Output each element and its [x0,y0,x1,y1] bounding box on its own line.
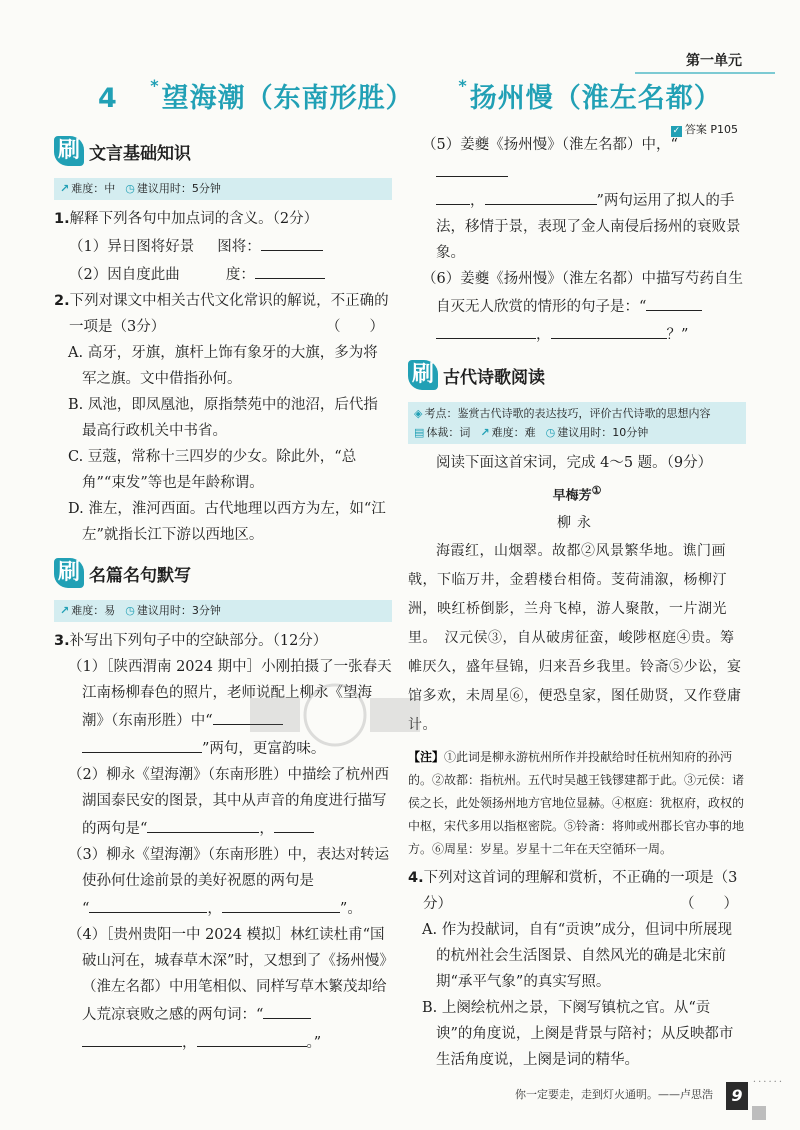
left-column [54,128,392,1056]
watermark-logo [230,680,440,750]
item-text: “ [82,901,90,917]
item-text: ， [259,821,274,837]
answer-blank[interactable] [646,292,702,311]
question-number: 2. [54,293,70,309]
item-text: （5）姜夔《扬州慢》（淮左名都）中，“ [422,137,678,153]
suggested-time: 建议用时：10分钟 [557,426,649,439]
info-bar [54,178,392,200]
item-label: 图将： [217,239,261,255]
header-rule [635,72,775,74]
answer-paren[interactable]: （ ） [326,319,384,335]
chart-icon: ↗ [480,426,490,439]
answer-blank[interactable] [485,186,597,205]
lesson-title [98,76,740,115]
answer-page: 答案 P105 [684,123,738,136]
item-text: （2）因自度此曲 [69,267,180,283]
answer-blank[interactable] [222,894,340,913]
question-3-4 [54,922,392,1056]
answer-blank[interactable] [274,814,314,833]
title-part2: 扬州慢（淮左名都） [469,83,722,114]
section-header-recitation [54,552,392,594]
question-number: 4. [408,870,424,887]
question-2-stem [54,288,392,340]
section-title: 名篇名句默写 [89,565,191,586]
answer-blank[interactable] [89,894,207,913]
option-a: A. 作为投献词，自有“贡谀”成分，但词中所展现的杭州社会生活图景、自然风光的确是北宋前期“承平气象”的真实写照。 [422,922,733,991]
question-1-stem [54,206,392,232]
difficulty: 难度：难 [491,426,536,439]
item-text: ”两句运用了拟人的手法，移情于景，表现了金人南侵后扬州的衰败景象。 [436,193,741,261]
page-dots: ······ [752,1077,784,1088]
difficulty: 难度：易 [71,604,116,617]
option-c: C. 豆蔻，常称十三四岁的少女。除此外，“总角”“束发”等也是年龄称谓。 [68,449,357,491]
page-number: 9 [726,1082,748,1110]
item-text: （2）柳永《望海潮》（东南形胜）中描绘了杭州西湖国泰民安的图景，其中从声音的角度进行描写的两句是“ [68,767,389,837]
reading-intro: 阅读下面这首宋词，完成 4～5 题。（9分） [436,455,713,471]
question-text: 补写出下列句子中的空缺部分。（12分） [69,633,328,649]
question-3-stem [54,628,392,654]
exam-point: 考点：鉴赏古代诗歌的表达技巧，评价古代诗歌的思想内容 [424,407,711,420]
section-title: 古代诗歌阅读 [443,367,545,388]
question-text: 解释下列各句中加点词的含义。（2分） [69,211,319,227]
check-icon: ✓ [672,126,681,136]
item-text: （4）［贵州贵阳一中 2024 模拟］林红读杜甫“国破山河在，城春草木深”时，又想到了《扬州慢》（淮左名都）中用笔相似、同样写草木繁茂却给人荒凉衰败之感的两句词：“ [68,927,387,1023]
brush-icon: 刷 [54,136,84,166]
answer-blank[interactable] [82,734,202,753]
question-4-stem [408,865,746,917]
poem-author: 柳永 [557,515,597,532]
question-3-3 [54,842,392,922]
item-text: ”。 [339,901,362,917]
section-title: 文言基础知识 [89,143,191,164]
poem-body: 海霞红，山烟翠。故都②风景繁华地。谯门画戟，下临万井，金碧楼台相倚。芰荷浦溆，杨柳汀洲，映红桥倒影，兰舟飞棹，游人聚散，一片湖光里。 汉元侯③，自从破虏征蛮，峻陟枢庭④贵。筹帷厌久，盛年昼锦，归来吾乡我里。铃斋⑤少讼，宴馆多欢，未周星⑥，便恐皇家，图任勋贤，又作登庸计。 [408,543,742,734]
item-text: ， [536,327,551,343]
section-header-poetry [408,354,746,396]
info-bar [54,600,392,622]
clock-icon: ◷ [125,182,135,195]
poem-notes [408,746,746,861]
option-a: A. 高牙，牙旗，旗杆上饰有象牙的大旗，多为将军之旗。文中借指孙何。 [68,345,378,387]
right-column [408,128,746,1073]
genre: 体裁：词 [426,426,471,439]
note-text: ①此词是柳永游杭州所作并投献给时任杭州知府的孙沔的。②故都：指杭州。五代时吴越王钱镠建都于此。③元侯：诸侯之长，此处领扬州地方官地位显赫。④枢庭：犹枢府，政权的中枢，宋代多用以指枢密院。⑤铃斋：将帅或州郡长官办事的地方。⑥周星：岁星。岁星十二年在天空循环一周。 [408,750,745,857]
question-text: 下列对这首词的理解和赏析，不正确的一项是（3分） [423,870,738,913]
section-header-classical [54,130,392,172]
clock-icon: ◷ [545,426,556,439]
item-text: ， [207,901,222,917]
answer-blank[interactable] [436,186,470,205]
clock-icon: ◷ [125,604,135,617]
item-text: ， [182,1035,197,1051]
unit-label: 第一单元 [686,53,742,69]
title-part1: 望海潮（东南形胜） [161,83,414,114]
option-d: D. 淮左，淮河西面。古代地理以西方为左，如“江左”就指长江下游以西地区。 [68,501,386,543]
item-text: ？” [666,327,689,343]
suggested-time: 建议用时：5分钟 [136,182,221,195]
suggested-time: 建议用时：3分钟 [136,604,221,617]
question-3-5: （5）姜夔《扬州慢》（淮左名都）中，“ ， ”两句运用了拟人的手法，移情于景，表现了金人南侵后扬州的衰败景象。 [422,137,741,261]
question-number: 3. [54,633,70,649]
brush-icon: 刷 [54,558,84,588]
doc-icon: ▤ [414,426,425,439]
chart-icon: ↗ [60,604,70,617]
key-icon: ◈ [414,407,423,420]
poem-title-text: 早梅芳 [552,488,592,504]
answer-blank[interactable] [436,320,536,339]
item-label: 度： [225,267,255,283]
answer-blank[interactable] [82,1028,182,1047]
brush-icon: 刷 [408,360,438,390]
answer-blank[interactable] [436,158,508,177]
option-b: B. 上阕绘杭州之景，下阕写镇杭之官。从“贡谀”的角度说，上阕是背景与陪衬；从反映都市生活角度说，上阕是词的精华。 [422,1000,734,1069]
title-star-2: * [458,76,468,95]
lesson-number: 4 [98,83,118,114]
note-label: 【注】 [408,750,445,765]
option-b: B. 凤池，即凤凰池，原指禁苑中的池沼，后代指最高行政机关中书省。 [68,397,378,439]
answer-blank[interactable] [263,1000,311,1019]
item-text: ”两句，更富韵味。 [202,741,326,757]
answer-blank[interactable] [261,232,323,251]
title-star-1: * [150,76,160,95]
answer-blank[interactable] [197,1028,307,1047]
question-1a [54,232,392,260]
answer-blank[interactable] [551,320,667,339]
question-3-2 [54,762,392,842]
item-text: （1）［陕西渭南 2024 期中］小刚拍摄了一张春天江南杨柳春色的照片，老师说配上柳永《望海潮》（东南形胜）中“ [68,659,392,729]
question-1b [54,260,392,288]
info-bar [408,402,746,444]
item-text: （3）柳永《望海潮》（东南形胜）中，表达对转运使孙何仕途前景的美好祝愿的两句是 [68,847,389,889]
footnote-marker: ① [591,484,602,497]
answer-blank[interactable] [147,814,259,833]
poem-title [408,478,746,509]
answer-blank[interactable] [255,260,325,279]
item-text: （6）姜夔《扬州慢》（淮左名都）中描写芍药自生自灭无人欣赏的情形的句子是：“ [422,271,743,315]
footer-quote: 你一定要走，走到灯火通明。——卢思浩 [515,1088,713,1101]
item-text: （1）异日图将好景 [69,239,195,255]
question-text: 下列对课文中相关古代文化常识的解说，不正确的一项是（3分） [69,293,389,335]
page-corner-decor [752,1106,766,1120]
answer-paren[interactable]: （ ） [680,896,738,913]
chart-icon: ↗ [60,182,70,195]
item-text: 。” [306,1035,322,1051]
question-number: 1. [54,211,70,227]
difficulty: 难度：中 [71,182,116,195]
question-3-6 [408,266,746,348]
